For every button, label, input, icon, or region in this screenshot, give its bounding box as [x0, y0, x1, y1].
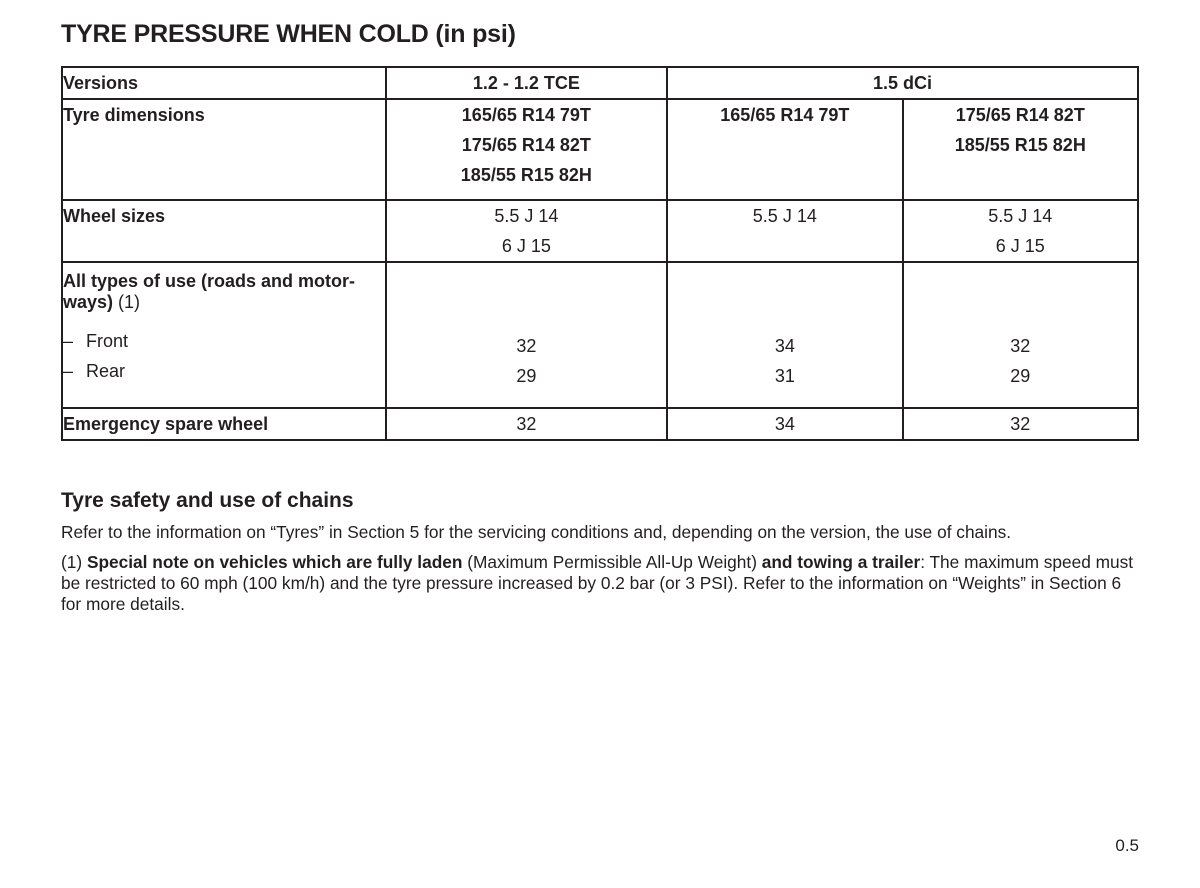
- page-number: 0.5: [1115, 836, 1139, 855]
- table-row-all-types-of-use: [62, 262, 1138, 408]
- tyre-a-3: 185/55 R15 82H: [460, 165, 592, 185]
- use-values-c: [903, 262, 1138, 408]
- wheel-sizes-b: [667, 200, 902, 262]
- tyre-a-2: 175/65 R14 82T: [461, 135, 591, 155]
- versions-label: Versions: [62, 67, 386, 99]
- table-row-emergency-spare: [62, 408, 1138, 440]
- footnote-bold-2: and towing a trailer: [761, 552, 921, 572]
- table-row-wheel-sizes: [62, 200, 1138, 262]
- use-label-line2-bold: ways): [63, 292, 114, 312]
- spare-value-a: 32: [386, 408, 668, 440]
- section-heading: Tyre safety and use of chains: [61, 489, 354, 512]
- tyre-a-1: 165/65 R14 79T: [461, 105, 591, 125]
- use-values-b: [667, 262, 902, 408]
- tyre-dimensions-b: [667, 99, 902, 200]
- wheel-sizes-label: [62, 200, 386, 262]
- spacer: [668, 263, 901, 331]
- rear-value-b: 31: [774, 366, 795, 386]
- tyre-c-1: 175/65 R14 82T: [955, 105, 1085, 125]
- wheel-a-2: 6 J 15: [501, 236, 551, 256]
- table-row-tyre-dimensions: [62, 99, 1138, 200]
- use-values-a: [386, 262, 668, 408]
- dash: –: [63, 331, 74, 351]
- spacer: [387, 263, 667, 331]
- tyre-b-1: 165/65 R14 79T: [720, 105, 850, 125]
- front-value-a: 32: [516, 336, 537, 356]
- spare-label: Emergency spare wheel: [62, 408, 386, 440]
- wheel-sizes-label-text: Wheel sizes: [63, 206, 166, 226]
- chains-paragraph: Refer to the information on “Tyres” in Section 5 for the servicing conditions and, depending on the version, the use of chains.: [61, 522, 1012, 542]
- rear-value-a: 29: [516, 366, 537, 386]
- wheel-c-1: 5.5 J 14: [988, 206, 1053, 226]
- page-title: TYRE PRESSURE WHEN COLD (in psi): [61, 20, 516, 48]
- wheel-sizes-a: [386, 200, 668, 262]
- rear-label-text: Rear: [86, 361, 126, 381]
- front-value-b: 34: [774, 336, 795, 356]
- spare-value-c: 32: [903, 408, 1138, 440]
- wheel-b-1: 5.5 J 14: [752, 206, 817, 226]
- footnote-text-2: : The maximum speed must be restricted to 60 mph (100 km/h) and the tyre pressure increased by 0.2 bar (or 3 PSI). Refer to the information on “Weights” in Section 6 for more details.: [61, 552, 1134, 614]
- tyre-pressure-table: [61, 66, 1139, 441]
- tyre-dimensions-label: [62, 99, 386, 200]
- version-a-header: 1.2 - 1.2 TCE: [386, 67, 668, 99]
- footnote-ref: (1): [61, 552, 83, 572]
- spacer: [63, 313, 385, 326]
- dash: –: [63, 361, 74, 381]
- rear-value-c: 29: [1010, 366, 1031, 386]
- spacer: [904, 263, 1137, 331]
- front-label: [63, 326, 385, 356]
- tyre-dimensions-c: [903, 99, 1138, 200]
- tyre-dimensions-label-text: Tyre dimensions: [63, 105, 205, 125]
- use-label-line2: [63, 292, 385, 313]
- spare-value-b: 34: [667, 408, 902, 440]
- use-label-cell: [62, 262, 386, 408]
- tyre-dimensions-a: [386, 99, 668, 200]
- wheel-a-1: 5.5 J 14: [494, 206, 559, 226]
- front-label-text: Front: [86, 331, 129, 351]
- table-row-versions: [62, 67, 1138, 99]
- rear-label: [63, 356, 385, 386]
- wheel-sizes-c: [903, 200, 1138, 262]
- front-value-c: 32: [1010, 336, 1031, 356]
- wheel-c-2: 6 J 15: [995, 236, 1045, 256]
- version-b-header: 1.5 dCi: [667, 67, 1138, 99]
- footnote-paragraph: [61, 552, 1143, 615]
- use-note-ref: (1): [118, 292, 141, 312]
- tyre-c-2: 185/55 R15 82H: [954, 135, 1086, 155]
- footnote-text-1: (Maximum Permissible All-Up Weight): [467, 552, 757, 572]
- spacer: [63, 263, 385, 271]
- footnote-bold-1: Special note on vehicles which are fully laden: [86, 552, 463, 572]
- use-label-line1: All types of use (roads and motor-: [63, 271, 356, 291]
